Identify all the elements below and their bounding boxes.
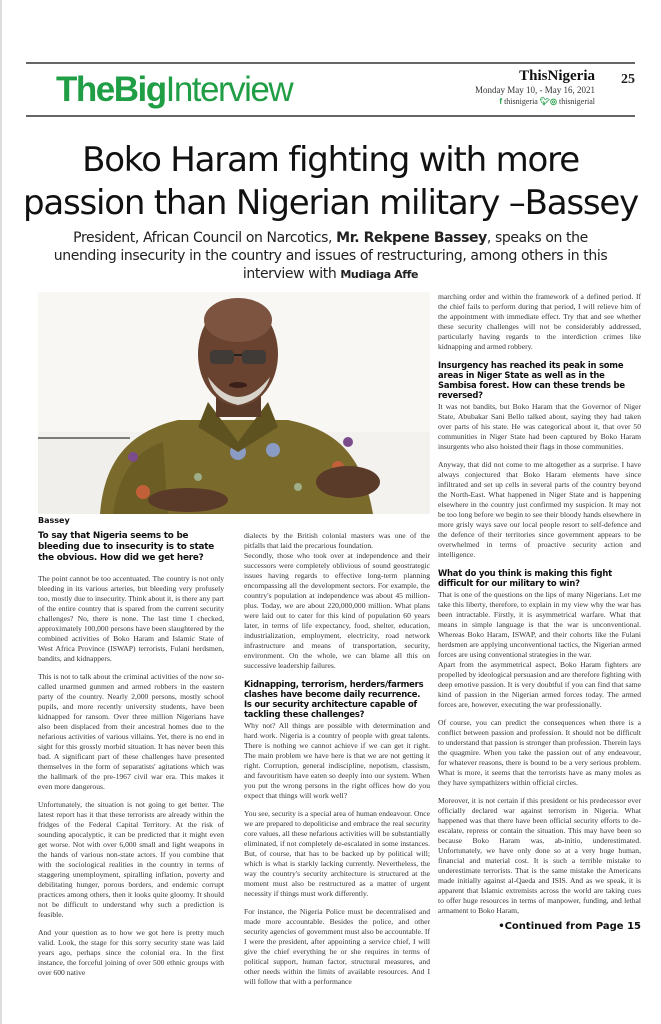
section-logo bbox=[56, 70, 292, 110]
article-body bbox=[26, 292, 641, 995]
paragraph: Anyway, that did not come to me altogether as a surprise. I have always conjectured that Boko Haram elements have since infiltrated and set up cells in several parts of the country beyond the North-East. What happened in Niger State and is happening elsewhere in the country just confirmed my suspicion. It may not be too long before we begin to see their bloody hands elsewhere in more grisly ways save our local people resort to self-defence and the defence of their territories since government appears to be overwhelmed in terms of proactive security action and intelligence. bbox=[438, 460, 641, 559]
paragraph: Of course, you can predict the consequences when there is a conflict between passion and profession. It should not be difficult to understand that passion is stronger than profession. Therein lays the quagmire. When you take the passion out of any endeavour, for whatever reasons, there is bound to be a very serious problem. What is more, it seems that the terrorists have as many moles as they have sympathizers within official circles. bbox=[438, 718, 641, 787]
facebook-icon: f bbox=[499, 97, 503, 106]
question-1: To say that Nigeria seems to be bleeding due to insecurity is to state the obvious. How did we get here? bbox=[38, 531, 214, 563]
twitter-instagram-handle: thisnigerial bbox=[559, 97, 595, 106]
publication-name: ThisNigeria bbox=[519, 68, 595, 84]
photo-caption: Bassey bbox=[38, 516, 70, 525]
section-logo-bold: TheBig bbox=[56, 70, 166, 109]
lower-columns bbox=[38, 531, 430, 995]
masthead bbox=[26, 64, 635, 115]
facebook-handle: thisnigeria bbox=[504, 97, 538, 106]
paragraph: Why not? All things are possible with determination and hard work. Nigeria is a country of people with great talents. There is nothing we cannot achieve if we can get it right. The main problem we have here is that we are not getting it right. Corruption, general indiscipline, nepotism, classism, and favouritism have eaten so deeply into our system. When you put the wrong persons in the right offices how do you expect that things will work well? bbox=[244, 721, 430, 800]
left-block bbox=[38, 292, 430, 995]
column-2 bbox=[244, 531, 430, 995]
standfirst bbox=[40, 229, 621, 284]
question-3: Insurgency has reached its peak in some areas in Niger State as well as in the Sambisa forest. How can these trends be reversed? bbox=[438, 360, 625, 400]
paragraph: Secondly, those who took over at independence and their successors were completely oblivious of sound geostrategic issues having regards to effective long-term planning encompassing all the development sectors. For example, the country's population at independence was about 45 million-plus. Today, we are about 220,000,000 million. What plans were laid out to cater for this kind of population 60 years later, in terms of life expectancy, food, shelter, education, industrialization, employment, electricity, road network infrastructure and means of transportation, security, environment. On the whole, we can blame all this on successive leadership failures. bbox=[244, 551, 430, 670]
masthead-bottom-rule bbox=[26, 115, 635, 117]
headline bbox=[20, 139, 641, 225]
twitter-icon: 🐦︎ bbox=[539, 97, 551, 106]
social-handles bbox=[475, 96, 595, 108]
headline-line-1: Boko Haram fighting with more bbox=[82, 140, 579, 180]
column-1 bbox=[38, 531, 224, 986]
headline-line-2: passion than Nigerian military –Bassey bbox=[22, 183, 639, 223]
standfirst-pre: President, African Council on Narcotics, bbox=[73, 230, 337, 246]
paragraph: Unfortunately, the situation is not going to get better. The latest report has it that these terrorists are already within the fridges of the Federal Capital Territory. At the risk of sounding apocalyptic, it can be predicted that it might even get worse. Not with over 6,000 small and light weapons in the hands of various non-state actors. If you combine that with the sociological realities in the country in terms of staggering unemployment, spiralling inflation, poverty and debilitating hunger, porous borders, and endemic corrupt practices among others, then it looks quite gloomy. It should not be difficult to understand why such a prediction is feasible. bbox=[38, 800, 224, 919]
question-4: What do you think is making this fight difficult for our military to win? bbox=[438, 568, 612, 588]
paragraph: For instance, the Nigeria Police must be decentralised and made more accountable. Besides the police, and other security agencies of government must also be accountable. If I were the president, after appointing a service chief, I will give the chief everything he or she requires in terms of political support, human factor, structural measures, and other needs within the limits of available resources. And I will follow that with a performance bbox=[244, 907, 430, 986]
paragraph: It was not bandits, but Boko Haram that the Governor of Niger State, Abubakar Sani Bello talked about, saying they had taken over parts of his state. He was categorical about it, that over 50 communities in Niger State had been captured by Boko Haram insurgents who also hoisted their flags in those communities. bbox=[438, 402, 641, 451]
paragraph: And your question as to how we got here is pretty much valid. Look, the stage for this sorry security state was laid years ago, perhaps since the colonial era. In the first instance, the forceful joining of over 500 ethnic groups with over 600 native bbox=[38, 928, 224, 977]
page-number: 25 bbox=[621, 72, 635, 87]
question-2: Kidnapping, terrorism, herders/farmers clashes have become daily recurrence. Is our security architecture capable of tackling these challenges? bbox=[244, 679, 424, 719]
interviewee-name: Mr. Rekpene Bassey bbox=[336, 230, 487, 246]
paragraph: Apart from the asymmetrical aspect, Boko Haram fighters are propelled by ideological persuasion and are therefore fighting with deep emotive passion. It is very doubtful if you can find that same kind of passion in the Nigerian armed forces today. The armed forces are, however, executing the war professionally. bbox=[438, 660, 641, 709]
continued-link[interactable]: •Continued from Page 15 bbox=[498, 921, 641, 932]
standfirst-post: , speaks on the unending insecurity in the country and issues of restructuring, among others in this interview with bbox=[53, 230, 608, 282]
paragraph: Moreover, it is not certain if this president or his predecessor ever officially declared war against terrorism in Nigeria. What happened was that there have been official security efforts to de-escalate, repress or contain the situation. This may have been so because Boko Haram was, ab-initio, underestimated. Unfortunately, we have only done so at a very huge human, financial and material cost. It is such a terrible mistake to underestimate terrorists. That is the same mistake the Americans made initially against al-Qaeda and ISIS. And as we speak, it is apparent that Islamic extremists across the world are taking cues to offer huge resources in terms of manpower, funding, and lethal armament to Boko Haram, bbox=[438, 796, 641, 915]
issue-date: Monday May 10, - May 16, 2021 bbox=[475, 85, 595, 95]
paragraph: That is one of the questions on the lips of many Nigerians. Let me take this liberty, therefore, to explain in my view why the war has been intractable. Firstly, it is asymmetrical warfare. What that means in simple language is that the war is unconventional. Whereas Boko Haram, ISWAP, and their cohorts like the Fulani herdsmen are applying unconventional tactics, the Nigerian armed forces are using conventional strategies in the war. bbox=[438, 590, 641, 659]
author-name: Mudiaga Affe bbox=[340, 268, 419, 281]
publication-info bbox=[475, 68, 595, 108]
interviewee-photo bbox=[38, 292, 430, 514]
column-3 bbox=[438, 292, 641, 933]
portrait-illustration bbox=[38, 292, 430, 514]
section-logo-light: Interview bbox=[165, 70, 293, 109]
instagram-icon: ◎ bbox=[550, 97, 557, 106]
paragraph: marching order and within the framework of a defined period. If the chief fails to perform during that period, I will relieve him of the appointment with immediate effect. Try that and see whether these security challenges will not be considerably addressed, particularly having regards to the interdiction crimes like kidnapping and armed robbery. bbox=[438, 292, 641, 351]
paragraph: The point cannot be too accentuated. The country is not only bleeding in its various arteries, but bleeding very profusely too, mostly due to insecurity. Think about it, is there any part of the entire country that is spared from the current security challenges? No, there is none. The last time I checked, approximately 100,000 persons have been slaughtered by the combined activities of Boko Haram and Islamic State of West Africa Province (ISWAP) terrorists, Fulani herdsmen, bandits, and kidnappers. bbox=[38, 574, 224, 663]
paragraph: This is not to talk about the criminal activities of the now so-called unarmed gunmen and armed robbers in the eastern party of the country. Nearly 2,000 persons, mostly school pupils, and more recently university students, have been kidnapped for ransom. Over three million Nigerians have also been displaced from their ancestral homes due to the nefarious activities of various villains. Yet, there is no end in sight for this grossly morbid situation. It has never been this bad. A significant part of these challenges have presented themselves in the form of separatists' agitations which was the hallmark of the pre-1967 civil war era. This makes it even more dangerous. bbox=[38, 672, 224, 791]
paragraph: You see, security is a special area of human endeavour. Once we are prepared to depoliticise and embrace the real security core values, all these nefarious activities will be substantially eliminated, if not completely de-escalated in some instances. But, of course, that has to be backed up by political will; which is what is starkly lacking currently. Nevertheless, the way the country's security architecture is structured at the moment must also be restructured as a matter of urgent necessity if things must work differently. bbox=[244, 809, 430, 898]
paragraph: dialects by the British colonial masters was one of the pitfalls that laid the precarious foundation. bbox=[244, 531, 430, 550]
